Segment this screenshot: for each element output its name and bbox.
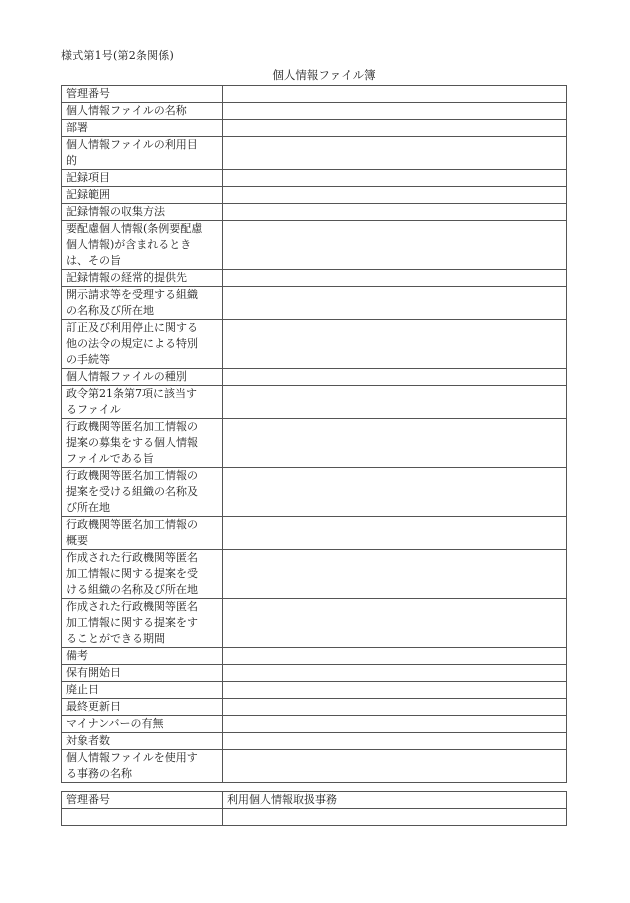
register-row-value[interactable]: [223, 86, 567, 103]
register-row-label: [62, 468, 223, 517]
register-row-value[interactable]: [223, 270, 567, 287]
register-row-label-line: び所在地: [66, 501, 110, 514]
register-row-value[interactable]: [223, 665, 567, 682]
register-row-label-line: 要配慮個人情報(条例要配慮: [66, 222, 203, 235]
register-row-value[interactable]: [223, 137, 567, 170]
register-row-value[interactable]: [223, 648, 567, 665]
register-row-label-line: 概要: [66, 534, 88, 547]
register-row-label: [62, 137, 223, 170]
register-row-label-line: 加工情報に関する提案を受: [66, 567, 198, 580]
register-row-label-line: 個人情報ファイルの種別: [66, 370, 187, 383]
register-row-value[interactable]: [223, 120, 567, 137]
usage-affairs-empty-row: [62, 809, 567, 826]
register-row-value[interactable]: [223, 517, 567, 550]
register-row-label: [62, 599, 223, 648]
register-row-label-line: 的: [66, 154, 77, 167]
register-row-label: [62, 648, 223, 665]
register-row-value[interactable]: [223, 187, 567, 204]
register-row-label: [62, 120, 223, 137]
register-row-value[interactable]: [223, 170, 567, 187]
register-row-label-line: ける組織の名称及び所在地: [66, 583, 198, 596]
register-row: [62, 170, 567, 187]
register-row-label-line: 個人情報ファイルを使用す: [66, 751, 198, 764]
register-row: [62, 599, 567, 648]
register-row-value[interactable]: [223, 103, 567, 120]
register-row-label-line: 記録項目: [66, 171, 110, 184]
usage-value-management-number[interactable]: [62, 809, 223, 826]
register-row-label: [62, 204, 223, 221]
register-row: [62, 86, 567, 103]
register-row-label-line: 作成された行政機関等匿名: [66, 551, 198, 564]
register-row: [62, 103, 567, 120]
register-row-value[interactable]: [223, 750, 567, 783]
usage-affairs-table: [61, 791, 567, 826]
register-row-label-line: ファイルである旨: [66, 452, 154, 465]
register-row: [62, 699, 567, 716]
register-row-label: [62, 187, 223, 204]
register-row-value[interactable]: [223, 221, 567, 270]
register-row: [62, 716, 567, 733]
register-row-label: [62, 682, 223, 699]
register-row: [62, 517, 567, 550]
register-row-label-line: 政令第21条第7項に該当す: [66, 387, 197, 400]
register-row-label-line: 提案の募集をする個人情報: [66, 436, 198, 449]
register-row: [62, 682, 567, 699]
register-row-label-line: 加工情報に関する提案をす: [66, 616, 198, 629]
form-number-label: 様式第1号(第2条関係): [61, 49, 174, 62]
register-row-label: [62, 665, 223, 682]
register-row-label: [62, 733, 223, 750]
register-row-value[interactable]: [223, 468, 567, 517]
register-row-label-line: 記録範囲: [66, 188, 110, 201]
register-row: [62, 204, 567, 221]
register-row-label: [62, 103, 223, 120]
register-row: [62, 270, 567, 287]
usage-header-management-number: 管理番号: [62, 792, 223, 809]
register-row-label-line: る事務の名称: [66, 767, 132, 780]
register-row-label-line: 廃止日: [66, 683, 99, 696]
register-row-label: [62, 270, 223, 287]
register-row-label: [62, 699, 223, 716]
register-row-value[interactable]: [223, 320, 567, 369]
register-row-label-line: 保有開始日: [66, 666, 121, 679]
register-table-body: [62, 86, 567, 783]
register-row-label: [62, 517, 223, 550]
register-row: [62, 221, 567, 270]
register-row: [62, 733, 567, 750]
personal-info-file-register-table: [61, 85, 567, 783]
register-row-label-line: 作成された行政機関等匿名: [66, 600, 198, 613]
register-row-label: [62, 170, 223, 187]
register-row-label-line: マイナンバーの有無: [66, 717, 164, 730]
document-title: 個人情報ファイル簿: [272, 68, 376, 82]
register-row: [62, 287, 567, 320]
register-row-label: [62, 86, 223, 103]
register-row-label: [62, 221, 223, 270]
register-row-value[interactable]: [223, 369, 567, 386]
register-row-label-line: 提案を受ける組織の名称及: [66, 485, 198, 498]
register-row-label-line: の名称及び所在地: [66, 304, 154, 317]
register-row-label-line: ることができる期間: [66, 632, 165, 645]
register-row: [62, 550, 567, 599]
register-row: [62, 648, 567, 665]
register-row-label-line: 個人情報ファイルの利用目: [66, 138, 198, 151]
register-row-label-line: るファイル: [66, 403, 121, 416]
register-row-label-line: 対象者数: [66, 734, 110, 747]
register-row-label-line: 管理番号: [66, 87, 110, 100]
register-row: [62, 120, 567, 137]
usage-header-affairs: 利用個人情報取扱事務: [223, 792, 567, 809]
register-row-value[interactable]: [223, 419, 567, 468]
register-row: [62, 468, 567, 517]
register-row: [62, 187, 567, 204]
register-row-value[interactable]: [223, 599, 567, 648]
register-row-label-line: 行政機関等匿名加工情報の: [66, 420, 198, 433]
register-row: [62, 386, 567, 419]
register-row-label-line: 記録情報の経常的提供先: [66, 271, 187, 284]
register-row-label-line: 他の法令の規定による特別: [66, 337, 198, 350]
usage-value-affairs[interactable]: [223, 809, 567, 826]
register-row-value[interactable]: [223, 550, 567, 599]
register-row-value[interactable]: [223, 682, 567, 699]
register-row-label-line: 行政機関等匿名加工情報の: [66, 469, 198, 482]
register-row-label-line: の手続等: [66, 353, 110, 366]
register-row: [62, 750, 567, 783]
register-row: [62, 419, 567, 468]
register-row-label-line: 開示請求等を受理する組織: [66, 288, 198, 301]
register-row-value[interactable]: [223, 699, 567, 716]
register-row-value[interactable]: [223, 204, 567, 221]
register-row-label-line: は、その旨: [66, 254, 121, 267]
register-row-label: [62, 287, 223, 320]
register-row-label-line: 備考: [66, 649, 88, 662]
register-row-label: [62, 320, 223, 369]
usage-affairs-header-row: [62, 792, 567, 809]
register-row: [62, 320, 567, 369]
register-row-label: [62, 419, 223, 468]
register-row: [62, 369, 567, 386]
register-row-label: [62, 386, 223, 419]
register-row-value[interactable]: [223, 287, 567, 320]
register-row-label-line: 部署: [66, 121, 88, 134]
register-row-label-line: 個人情報ファイルの名称: [66, 104, 187, 117]
register-row-label-line: 最終更新日: [66, 700, 121, 713]
register-row-value[interactable]: [223, 716, 567, 733]
register-row-value[interactable]: [223, 733, 567, 750]
register-row-label-line: 記録情報の収集方法: [66, 205, 165, 218]
register-row: [62, 665, 567, 682]
register-row-value[interactable]: [223, 386, 567, 419]
register-row-label-line: 訂正及び利用停止に関する: [66, 321, 198, 334]
register-row: [62, 137, 567, 170]
register-row-label: [62, 550, 223, 599]
register-row-label: [62, 750, 223, 783]
register-row-label-line: 行政機関等匿名加工情報の: [66, 518, 198, 531]
register-row-label: [62, 369, 223, 386]
register-row-label: [62, 716, 223, 733]
register-row-label-line: 個人情報)が含まれるとき: [66, 238, 192, 251]
